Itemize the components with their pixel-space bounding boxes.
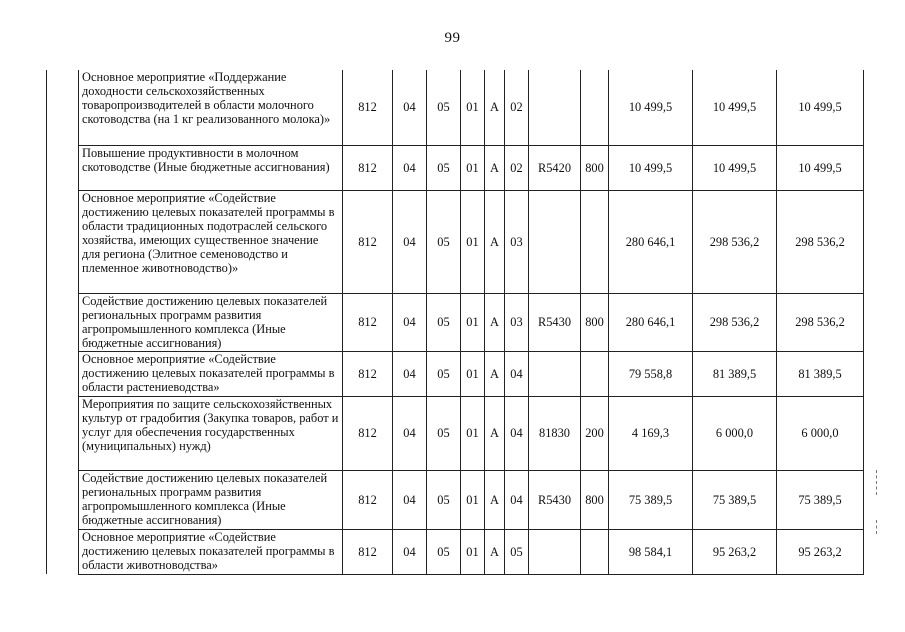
subsection-code: 05	[427, 293, 461, 351]
amount-year-3: 81 389,5	[777, 351, 864, 396]
program-code: 01	[461, 351, 485, 396]
program-code: 01	[461, 529, 485, 574]
expense-type-code: 800	[581, 470, 609, 529]
target-article-code: 81830	[529, 396, 581, 470]
ministry-code: 812	[343, 70, 393, 145]
margin-mark	[876, 520, 878, 534]
program-code: 01	[461, 70, 485, 145]
amount-year-3: 75 389,5	[777, 470, 864, 529]
row-name: Мероприятия по защите сельскохозяйственных культур от градобития (Закупка товаров, работ и услуг для обеспечения государственных (муниципальных) нужд)	[79, 396, 343, 470]
expense-type-code: 200	[581, 396, 609, 470]
section-code: 04	[393, 293, 427, 351]
row-margin-cell	[47, 190, 79, 293]
row-name: Основное мероприятие «Поддержание доходности сельскохозяйственных товаропроизводителей в области молочного скотоводства (на 1 кг реализованного молока)»	[79, 70, 343, 145]
amount-year-2: 81 389,5	[693, 351, 777, 396]
amount-year-2: 10 499,5	[693, 70, 777, 145]
expense-type-code	[581, 351, 609, 396]
ministry-code: 812	[343, 470, 393, 529]
amount-year-2: 10 499,5	[693, 145, 777, 190]
ministry-code: 812	[343, 145, 393, 190]
event-code: 04	[505, 396, 529, 470]
amount-year-2: 75 389,5	[693, 470, 777, 529]
row-margin-cell	[47, 529, 79, 574]
target-article-code	[529, 190, 581, 293]
program-code: 01	[461, 293, 485, 351]
amount-year-3: 298 536,2	[777, 190, 864, 293]
table-row	[47, 529, 864, 574]
amount-year-1: 280 646,1	[609, 293, 693, 351]
subprogram-code: А	[485, 293, 505, 351]
amount-year-3: 95 263,2	[777, 529, 864, 574]
subprogram-code: А	[485, 470, 505, 529]
ministry-code: 812	[343, 529, 393, 574]
amount-year-1: 280 646,1	[609, 190, 693, 293]
amount-year-1: 10 499,5	[609, 145, 693, 190]
amount-year-3: 10 499,5	[777, 70, 864, 145]
ministry-code: 812	[343, 396, 393, 470]
section-code: 04	[393, 70, 427, 145]
table-row	[47, 70, 864, 145]
row-margin-cell	[47, 70, 79, 145]
event-code: 02	[505, 70, 529, 145]
subprogram-code: А	[485, 145, 505, 190]
row-margin-cell	[47, 351, 79, 396]
expense-type-code: 800	[581, 293, 609, 351]
subprogram-code: А	[485, 351, 505, 396]
amount-year-2: 298 536,2	[693, 293, 777, 351]
section-code: 04	[393, 396, 427, 470]
expense-type-code	[581, 529, 609, 574]
amount-year-3: 298 536,2	[777, 293, 864, 351]
subprogram-code: А	[485, 396, 505, 470]
program-code: 01	[461, 470, 485, 529]
amount-year-1: 75 389,5	[609, 470, 693, 529]
table-row	[47, 351, 864, 396]
subsection-code: 05	[427, 190, 461, 293]
row-name: Основное мероприятие «Содействие достижению целевых показателей программы в области традиционных подотраслей сельского хозяйства, имеющих существенное значение для региона (Элитное семеноводство и племенное животноводство)»	[79, 190, 343, 293]
page-number: 99	[444, 30, 461, 46]
expense-type-code: 800	[581, 145, 609, 190]
section-code: 04	[393, 351, 427, 396]
event-code: 03	[505, 190, 529, 293]
row-margin-cell	[47, 293, 79, 351]
row-name: Основное мероприятие «Содействие достижению целевых показателей программы в области животноводства»	[79, 529, 343, 574]
section-code: 04	[393, 529, 427, 574]
subprogram-code: А	[485, 190, 505, 293]
amount-year-1: 4 169,3	[609, 396, 693, 470]
budget-table	[46, 70, 864, 575]
program-code: 01	[461, 145, 485, 190]
table-row	[47, 190, 864, 293]
expense-type-code	[581, 190, 609, 293]
table-row	[47, 145, 864, 190]
subprogram-code: А	[485, 529, 505, 574]
subsection-code: 05	[427, 70, 461, 145]
row-margin-cell	[47, 470, 79, 529]
event-code: 05	[505, 529, 529, 574]
target-article-code	[529, 351, 581, 396]
section-code: 04	[393, 470, 427, 529]
subprogram-code: А	[485, 70, 505, 145]
target-article-code	[529, 529, 581, 574]
ministry-code: 812	[343, 293, 393, 351]
event-code: 04	[505, 351, 529, 396]
row-name: Основное мероприятие «Содействие достижению целевых показателей программы в области растениеводства»	[79, 351, 343, 396]
target-article-code: R5430	[529, 293, 581, 351]
table-row	[47, 396, 864, 470]
amount-year-1: 10 499,5	[609, 70, 693, 145]
margin-mark	[876, 470, 878, 495]
table-row	[47, 470, 864, 529]
event-code: 04	[505, 470, 529, 529]
amount-year-1: 79 558,8	[609, 351, 693, 396]
table-row	[47, 293, 864, 351]
row-margin-cell	[47, 145, 79, 190]
subsection-code: 05	[427, 145, 461, 190]
subsection-code: 05	[427, 529, 461, 574]
subsection-code: 05	[427, 396, 461, 470]
table-body	[47, 70, 864, 574]
ministry-code: 812	[343, 190, 393, 293]
amount-year-2: 298 536,2	[693, 190, 777, 293]
subsection-code: 05	[427, 470, 461, 529]
subsection-code: 05	[427, 351, 461, 396]
target-article-code: R5430	[529, 470, 581, 529]
expense-type-code	[581, 70, 609, 145]
amount-year-3: 6 000,0	[777, 396, 864, 470]
target-article-code: R5420	[529, 145, 581, 190]
program-code: 01	[461, 396, 485, 470]
ministry-code: 812	[343, 351, 393, 396]
program-code: 01	[461, 190, 485, 293]
amount-year-2: 95 263,2	[693, 529, 777, 574]
target-article-code	[529, 70, 581, 145]
section-code: 04	[393, 190, 427, 293]
section-code: 04	[393, 145, 427, 190]
event-code: 02	[505, 145, 529, 190]
row-margin-cell	[47, 396, 79, 470]
row-name: Содействие достижению целевых показателей региональных программ развития агропромышленного комплекса (Иные бюджетные ассигнования)	[79, 470, 343, 529]
amount-year-3: 10 499,5	[777, 145, 864, 190]
row-name: Содействие достижению целевых показателей региональных программ развития агропромышленного комплекса (Иные бюджетные ассигнования)	[79, 293, 343, 351]
amount-year-1: 98 584,1	[609, 529, 693, 574]
amount-year-2: 6 000,0	[693, 396, 777, 470]
event-code: 03	[505, 293, 529, 351]
row-name: Повышение продуктивности в молочном скотоводстве (Иные бюджетные ассигнования)	[79, 145, 343, 190]
